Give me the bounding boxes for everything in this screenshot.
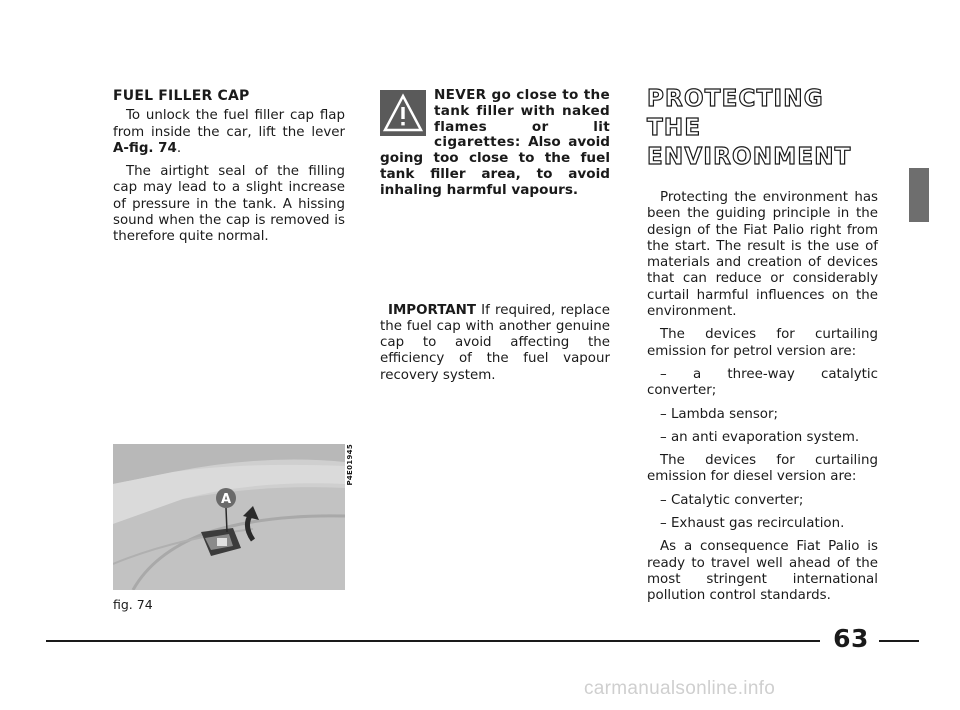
figure-code: P4E01945 — [346, 444, 354, 486]
title-line-2: ENVIRONMENT — [647, 144, 852, 170]
section-heading-fuel-filler-cap: FUEL FILLER CAP — [113, 88, 250, 104]
fuel-lever-illustration — [113, 444, 345, 590]
figure-reference: A-fig. 74 — [113, 140, 177, 156]
diesel-item-2: – Exhaust gas recirculation. — [660, 516, 845, 532]
page-number: 63 — [833, 624, 869, 653]
warning-lead-text: NEVER go close to the tank filler with naked flames or lit cigarettes: — [434, 87, 610, 151]
fuel-cap-p1-end: . — [176, 140, 182, 156]
petrol-item-1: – a three-way catalytic converter; — [647, 366, 878, 399]
right-column — [647, 85, 878, 612]
callout-a: A — [220, 492, 232, 507]
petrol-item-3: – an anti evaporation system. — [660, 429, 860, 445]
important-note — [380, 303, 610, 384]
figure-caption: fig. 74 — [113, 597, 153, 612]
middle-column — [380, 88, 610, 391]
footer-rule-left — [46, 640, 820, 642]
chapter-side-tab — [909, 168, 929, 222]
fuel-cap-paragraph-2: The airtight seal of the filling cap may lead to a slight increase of pressure in the tank. A hissing sound when the cap is removed is therefore quite normal. — [113, 164, 345, 245]
important-label: IMPORTANT — [388, 302, 477, 318]
petrol-item-2: – Lambda sensor; — [660, 406, 779, 422]
fuel-cap-p1-text: To unlock the fuel filler cap flap from inside the car, lift the lever — [113, 108, 345, 140]
important-text: If required, replace the fuel cap with another genuine cap to avoid affecting the efficiency of the fuel vapour recovery system. — [380, 302, 610, 383]
title-line-1: PROTECTING THE — [647, 86, 824, 141]
diesel-item-1: – Catalytic converter; — [660, 492, 804, 508]
left-column — [113, 88, 345, 253]
warning-block — [380, 88, 610, 199]
fuel-cap-paragraph-1 — [113, 108, 345, 157]
figure-74-photo — [113, 444, 345, 590]
warning-rest-text: Also avoid going too close to the fuel tank filler area, to avoid inhaling harmful vapours. — [380, 134, 610, 198]
watermark: carmanualsonline.info — [584, 678, 776, 699]
environment-paragraph-1: Protecting the environment has been the guiding principle in the design of the Fiat Palio right from the start. The result is the use of materials and creation of devices that can reduce or considerably curtail harmful influences on the environment. — [647, 190, 878, 320]
section-title-environment — [647, 85, 878, 172]
environment-conclusion: As a consequence Fiat Palio is ready to travel well ahead of the most stringent international pollution control standards. — [647, 539, 878, 604]
warning-triangle-icon — [380, 90, 426, 136]
diesel-devices-intro: The devices for curtailing emission for diesel version are: — [647, 453, 878, 485]
petrol-devices-intro: The devices for curtailing emission for petrol version are: — [647, 327, 878, 359]
footer-rule-right — [879, 640, 919, 642]
